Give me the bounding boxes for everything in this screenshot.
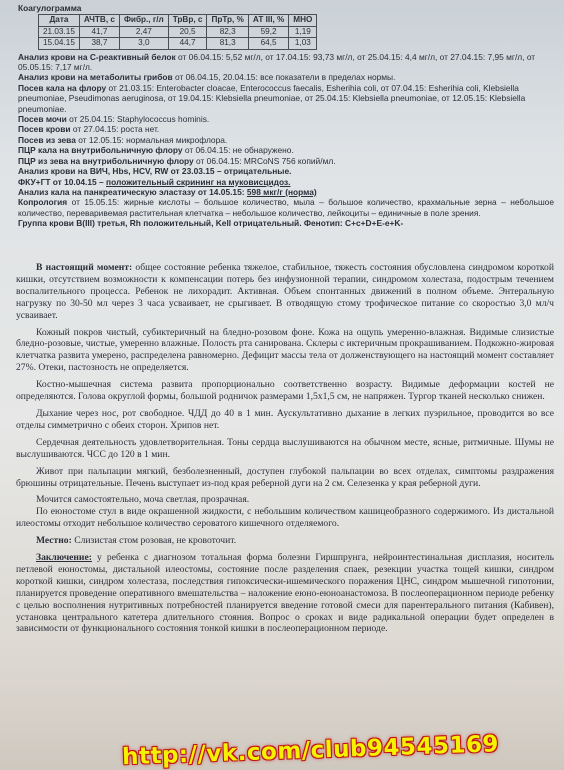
coprology-text: от 15.05.15: жирные кислоты – большое количество, мыла – большое количество, крахмальные зерна – небольшое количество, переваривемая растительная клетчатка – небольшое количество, лейкоциты – единичные в поле зрения. (18, 197, 554, 218)
table-cell: 1,19 (289, 26, 317, 37)
col-header: МНО (289, 15, 317, 26)
col-header: АЧТВ, с (79, 15, 119, 26)
lab-line-hiv (18, 166, 554, 176)
paragraph: Дыхание через нос, рот свободное. ЧДД до 40 в 1 мин. Аускультативно дыхание в легких пуэрильное, проводится во все отделы симметрично с обеих сторон. Хрипов нет. (16, 407, 554, 431)
blood-group-text: В(III) третья, Rh положительный, Kell отрицательный. Фенотип: C+c+D+E-e+K- (76, 218, 404, 229)
paragraph: Костно-мышечная система развита пропорционально соответственно возрасту. Видимые деформации костей не определяются. Голова округлой формы, большой родничок размерами 1,5х1,5 см, не напряжен. Тургор тканей несколько снижен. (16, 379, 554, 403)
urine-culture-label: Посев мочи (18, 114, 70, 125)
lab-results-section (18, 3, 554, 229)
paragraph: Мочится самостоятельно, моча светлая, прозрачная. (36, 494, 250, 506)
table-cell: 3,0 (119, 38, 168, 49)
coagulogram-title: Коагулограмма (18, 3, 82, 13)
paragraph: По еюностоме стул в виде окрашенной жидкости, с небольшим количеством кашицеобразного содержимого. Из дистальной илеостомы отходит небольшое количество сероватого кишечного отделяемого. (16, 506, 554, 530)
paragraph: Кожный покров чистый, субиктеричный на бледно-розовом фоне. Кожа на ощупь умеренно-влажная. Видимые слизистые бледно-розовые, чистые, умеренно влажные. Полость рта санирована. Склеры с иктеричным прокрашиванием. Подкожно-жировая клетчатка развита умерено, распределена равномерно. Дефицит массы тела от долженствующего на настоящий момент составляет 27%. Отеки, пастозность не определяется. (16, 326, 554, 374)
elastase-text: 598 мкг/г (норма) (246, 186, 317, 197)
fungal-label: Анализ крови на метаболиты грибов (18, 72, 175, 83)
lab-line-pcr-stool (18, 145, 554, 155)
elastase-label: Анализ кала на панкреатическую эластазу от 14.05.15: (18, 186, 247, 197)
lab-line-pcr-throat (18, 156, 554, 166)
conclusion-label: Заключение: (36, 552, 92, 564)
col-header: Дата (39, 15, 80, 26)
pcr-throat-label: ПЦР из зева на внутрибольничную флору (18, 155, 197, 166)
lab-line-fku (18, 177, 554, 187)
table-cell: 64,5 (248, 38, 288, 49)
stool-culture-text: от 21.03.15: Enterobacter cloacae, Enterococcus faecalis, Esherihia coli, от 07.04.15: Esherihia coli, Klebsiella pneumoniae, Pseudimonas aeruginosa, от 19.04.15: Klebsiella pneumoniae, от 25.04.15: Klebsiella pneumoniae, от 12.05.15: Klebsiella pneumoniae. (18, 82, 526, 114)
table-cell: 59,2 (248, 26, 288, 37)
col-header: ПрТр, % (207, 15, 248, 26)
col-header: АТ III, % (248, 15, 288, 26)
pcr-throat-text: от 06.04.15: MRCoNS 756 копий/мл. (196, 155, 336, 166)
pcr-stool-text: от 06.04.15: не обнаружено. (184, 145, 294, 156)
coprology-label: Копрология (18, 197, 72, 208)
lab-line-coprology (18, 197, 554, 218)
paragraph-text: общее состояние ребенка тяжелое, стабильное, тяжесть состояния обусловлена синдромом короткой кишки, отсутствием возможности к компенсации потерь без инфузионной терапии, синдромом холестаза, подострым течением воспалительного процесса. Ребенок не лихорадит. Активная. Объем спонтанных движений в полном объеме. Энтеральную нагрузку по 30-50 мл через 3 часа усваивает, не срыгивает. В отводящую стому трофическое питание со скоростью 3,0 мл/ч усваивает. (16, 262, 554, 321)
fku-label: ФКУ+ГТ от 10.04.15 – (18, 176, 107, 187)
lab-line-blood-culture (18, 124, 554, 134)
paragraph (16, 262, 554, 322)
table-cell: 2,47 (119, 26, 168, 37)
table-cell: 81,3 (207, 38, 248, 49)
table-cell: 82,3 (207, 26, 248, 37)
paragraph (16, 535, 554, 547)
paragraph (16, 552, 554, 635)
watermark-url: http://vk.com/club94545169 (121, 731, 500, 770)
table-cell: 21.03.15 (39, 26, 80, 37)
paragraph: Живот при пальпации мягкий, безболезненный, доступен глубокой пальпации во всех отделах, симптомы раздражения брюшины отрицательные. Печень выступает из-под края реберной дуги на 2 см. Селезенка у края реберной дуги. (16, 465, 554, 489)
paragraph: Сердечная деятельность удовлетворительная. Тоны сердца выслушиваются на обычном месте, ясные, ритмичные. Шумы не выслушиваются. ЧСС до 120 в 1 мин. (16, 436, 554, 460)
table-cell: 1,03 (289, 38, 317, 49)
col-header: Фибр., г/л (119, 15, 168, 26)
hiv-label: Анализ крови на ВИЧ, Hbs, HCV, RW (18, 166, 171, 177)
lab-line-crp (18, 52, 554, 73)
blood-group-label: Группа крови (18, 218, 77, 229)
col-header: ТрВр, с (168, 15, 207, 26)
table-row (39, 26, 317, 37)
lab-line-throat-swab (18, 135, 554, 145)
hiv-text: от 23.03.15 – отрицательные. (170, 166, 292, 177)
fungal-text: от 06.04.15, 20.04.15: все показатели в пределах нормы. (174, 72, 396, 83)
lab-line-fungal (18, 72, 554, 82)
current-status-label: В настоящий момент: (36, 262, 136, 273)
paragraph-text: у ребенка с диагнозом тотальная форма болезни Гиршпрунга, нейроинтестинальная дисплазия, носитель петлевой еюностомы, дистальной илеостомы, состояние после разделения спаек, резекции участка тощей кишки, синдром короткой кишки, синдром холестаза, последствия гипоксически-ишемического поражения ЦНС, синдром мышечной гипотонии, планируется проведение оперативного вмешательства – наложение еюно-еюноанастомоза. В послеоперационном периоде ребенку с целью восполнения нутритивных потребностей планируется введение готовой смеси для парентерального питания (Кабивен), установка центрального катетера длительного стояния. Вопрос о сроках и виде радикальной операции будет определен в зависимости от функционального состояния тонкой кишки в послеоперационном периоде. (16, 552, 554, 635)
table-row (39, 38, 317, 49)
table-cell: 20,5 (168, 26, 207, 37)
paragraph-text: Слизистая стом розовая, не кровоточит. (74, 535, 237, 547)
clinical-status-section (16, 262, 554, 635)
pcr-stool-label: ПЦР кала на внутрибольничную флору (18, 145, 185, 156)
crp-text: от 06.04.15: 5,52 мг/л, от 17.04.15: 93,73 мг/л, от 25.04.15: 4,4 мг/л, от 27.04.15: 7,95 мг/л, от 05.05.15: 7,17 мг/л. (18, 51, 536, 73)
lab-line-urine-culture (18, 114, 554, 124)
blood-culture-label: Посев крови (18, 124, 73, 135)
table-cell: 38,7 (79, 38, 119, 49)
table-cell: 41,7 (79, 26, 119, 37)
crp-label: Анализ крови на С-реактивный белок (18, 51, 179, 62)
table-cell: 44,7 (168, 38, 207, 49)
throat-swab-label: Посев из зева (18, 134, 79, 145)
table-cell: 15.04.15 (39, 38, 80, 49)
table-header-row (39, 15, 317, 26)
lab-line-blood-group (18, 218, 554, 228)
fku-text: положительный скрининг на муковисцидоз. (106, 176, 291, 187)
coagulogram-table (38, 14, 317, 49)
lab-line-elastase (18, 187, 554, 197)
urine-culture-text: от 25.04.15: Staphylococcus hominis. (69, 114, 210, 125)
stool-culture-label: Посев кала на флору (18, 82, 109, 93)
throat-swab-text: от 12.05.15: нормальная микрофлора. (78, 134, 228, 145)
blood-culture-text: от 27.04.15: роста нет. (72, 124, 160, 135)
lab-line-stool-culture (18, 83, 554, 114)
local-status-label: Местно: (36, 535, 75, 547)
